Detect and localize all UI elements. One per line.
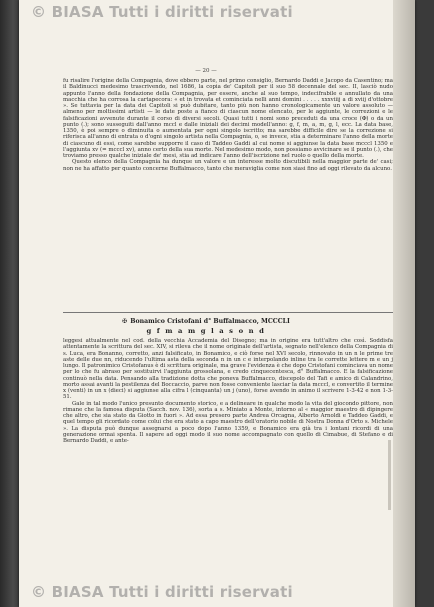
page-number: — 20 — bbox=[195, 68, 217, 74]
upper-text-block bbox=[63, 78, 393, 172]
entry-title: Bonamico Cristofani d° Buffalmacco, MCCCLI bbox=[130, 318, 290, 325]
paragraph: Gale in tal modo l'unico presunto documento storico, e a delineare in qualche modo la vita del giocondo pittore, non rimane che la famosa disputa (Sacch. nov. 136), sorta a s. Miniato a Monte, intorno al « maggior maestro di dipingere che altro, che sia stato da Giotto in fuori ». Ad essa presero parte Andrea Orcagna, Alberto Arnoldi e Taddeo Gaddi, e quel tempo gli ricordato come colui che era stato a capo maestro dell'oratorio nobile di Nostra Donna d'Orto s. Michele ». La disputa può dunque assegnarsi a poco dopo l'anno 1359, e Bonamico era già tra i lontani ricordi di una generazione ormai spenta. Il sapere ad oggi modo il suo nome accompagnato con quello di Cimabue, di Stefano e di Bernardo Daddi, e ante- bbox=[63, 400, 393, 444]
paragraph: leggesi attualmente nel cod. della vecchia Accademia del Disegno; ma in origine era tutt'altro che così. Soddisfa attentamente la scrittura del sec. XIV, si rileva che il nome originale dell'artista, segnato nell'elenco della Compagnia di s. Luca, era Bonanno, corretto, anzi falsificato, in Bonamico, e ciò forse nel XVI secolo, rinnovato in un n le prime tre aste delle due nn, riducendo l'ultima asta della seconda n in un c e interpolando inline tra le corrette lettere m e un j lungo. Il patronimico Cristofanus è di scrittura originale, ma grave l'evidenza è che dopo Cristofani cominciava un nome per lo che fu abraso per sostituirvi l'aggiunta grossolana, e credo cinquecentesca, d° Buffalmacco. E la falsificazione continuò nella data. Pensando alla tradizione dotta che poneva Buffalmacco, discepolo del Tafi e amico di Calandrino, morto assai avanti la pestilenza del Boccaccio, parve non fosse conveniente lasciar la data mcccl, e convertito il termine x (venti) in un x (dieci) si aggiunse alla cifra l (cinquanta) un j (uno), forse avendo in animo il scrivere 1-3-42 e non 1-3-51. bbox=[63, 338, 393, 401]
lower-text-block bbox=[63, 338, 393, 444]
margin-shadow bbox=[388, 440, 391, 510]
cross-icon: ✠ bbox=[122, 318, 128, 325]
page-edge bbox=[393, 0, 415, 607]
book-page bbox=[19, 0, 415, 607]
divider bbox=[63, 312, 393, 313]
watermark-bottom: © BIASA Tutti i diritti riservati bbox=[31, 583, 293, 601]
entry-heading bbox=[19, 318, 393, 325]
paragraph: fu risalire l'origine della Compagnia, dove ebbero parte, nel primo consiglio, Bernardo Daddi e Jacopo da Casentino; ma il Baldinucci medesimo trascrivendo, nel 1686, la copia de' Capitoli per il suo 58 decennale del sec. II, lasciò nudo appunto l'anno della fondazione della Compagnia, per essere, anche al suo tempo, indecifrabile e annullato da una macchia che ha corrosa la cartapecora: « et in trovata et cominciata nelli anni domini . . . . . xxxviiij a di xviij d'ottobre ». Se tuttavia per la data dei Capitoli si può dubitare, tanto più non hanno cronologicamente un valore assoluto — almeno per moltissimi artisti — le date poste a fianco di ciascun nome elencato, per le aggiunte, le correzioni e le falsificazioni avvenute durante il corso di diversi secoli. Quasi tutti i nomi sono preceduti da una croce (✠) o da un punto (.); sono susseguiti dall'anno mccl e dalle iniziali dei decimi modell'anno: g, f, m, a, m, g, l, ecc. La data base, 1350, è poi sempre o diminuita o aumentata per ogni singolo iscritto; ma sarebbe difficile dire se la correzione si riferisca all'anno di entrata o d'ogni singolo artista nella Compagnia, o, se invece, stia a determinare l'anno della morte di ciascuno di essi, come sarebbe supporre il caso di Taddeo Gaddi al cui nome si aggiunse la data base mcccl 1350 e l'aggiunta xv (= mcccl xv), anno certo della sua morte. Nel medesimo modo, non possiamo avvicinare se il punto (.), che troviamo presso qualche iniziale de' mesi, stia ad indicare l'anno dell'iscrizione nel ruolo o quello della morte. bbox=[63, 78, 393, 159]
entry-month-initials: g f m a m g l a s o n d bbox=[146, 327, 266, 335]
paragraph: Questo elenco della Compagnia ha dunque un valore e un interesse molto discutibili nella maggior parte de' casi; non ne ha affatto per quanto concerne Buffalmacco, tanto che meraviglia come non siasi fino ad oggi rilevato da alcuno. bbox=[63, 159, 393, 172]
watermark-top: © BIASA Tutti i diritti riservati bbox=[31, 3, 293, 21]
